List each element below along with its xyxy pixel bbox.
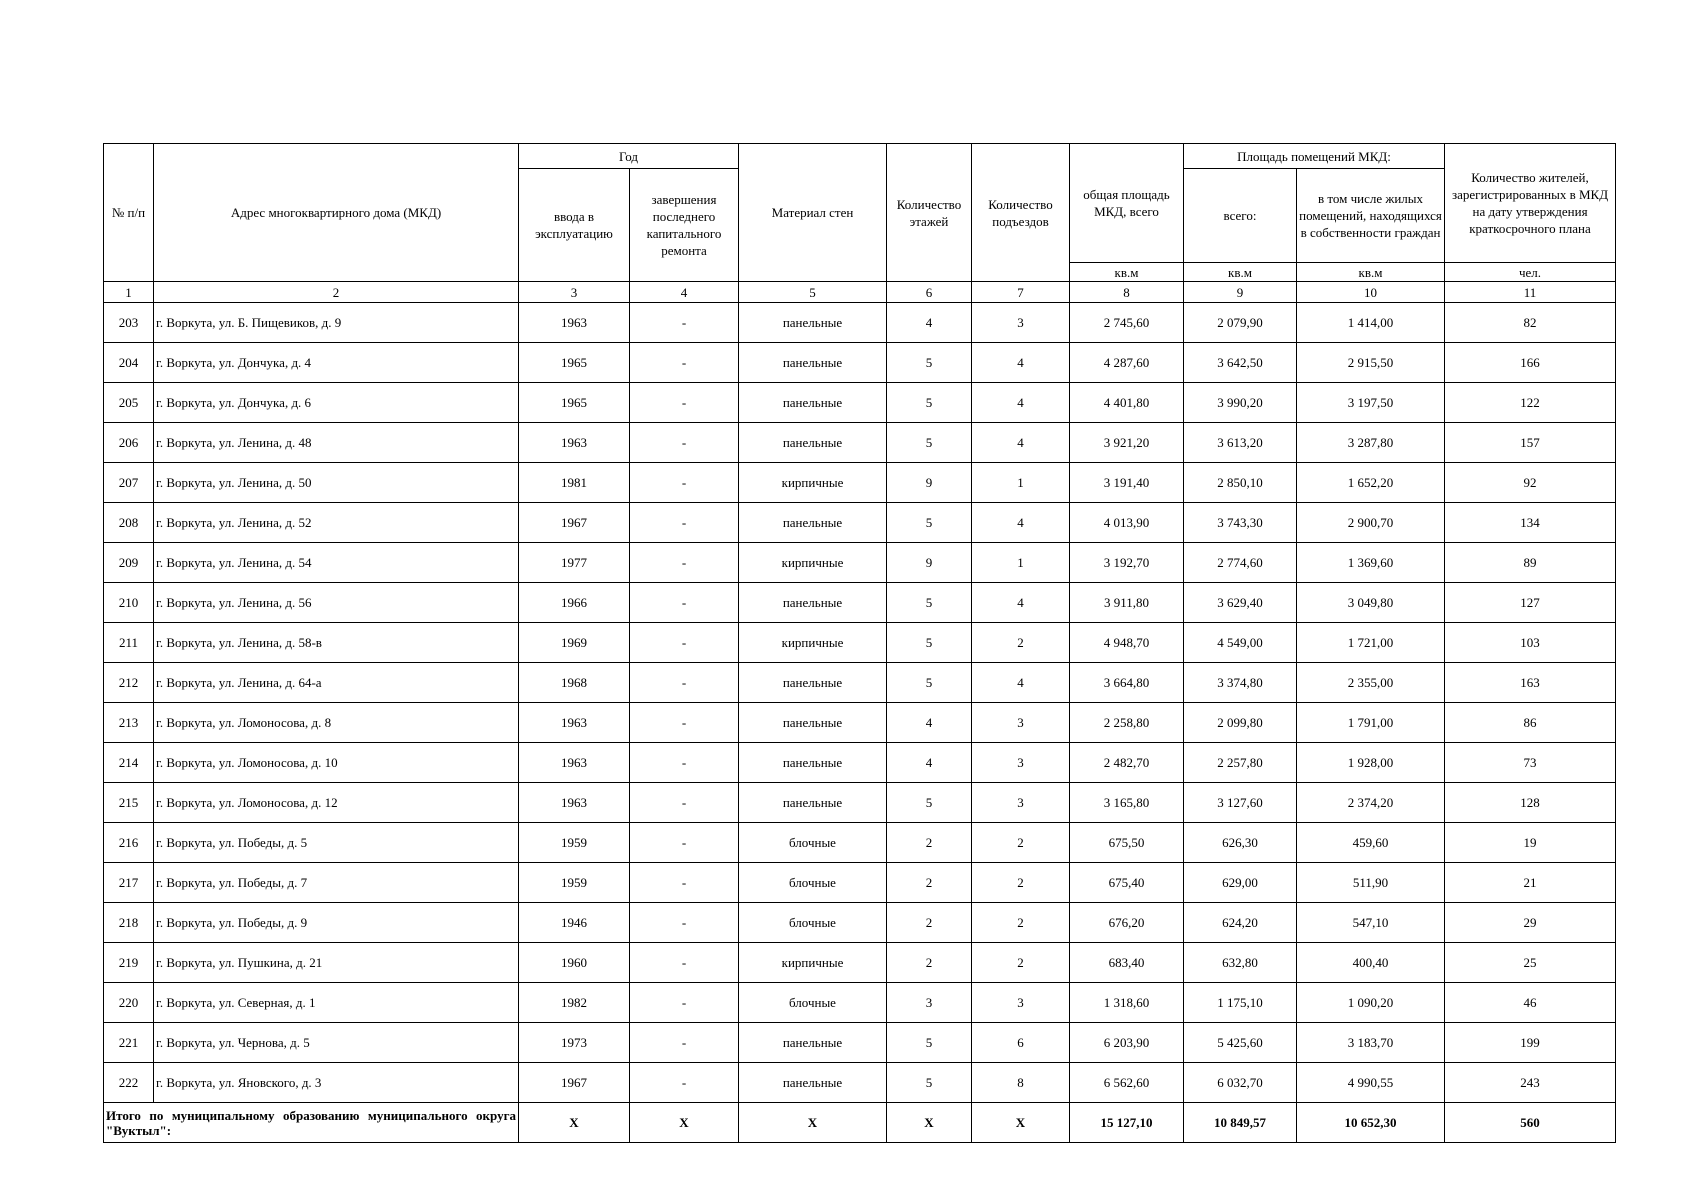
row-wall-material: блочные bbox=[739, 983, 887, 1023]
row-area-total: 3 191,40 bbox=[1070, 463, 1184, 503]
row-number: 214 bbox=[104, 743, 154, 783]
row-area-all: 6 032,70 bbox=[1184, 1063, 1297, 1103]
row-number: 210 bbox=[104, 583, 154, 623]
row-area-total: 2 745,60 bbox=[1070, 303, 1184, 343]
row-repair-year: - bbox=[630, 503, 739, 543]
table-row bbox=[104, 943, 1616, 983]
table-row bbox=[104, 423, 1616, 463]
row-entrances: 1 bbox=[972, 463, 1070, 503]
row-address: г. Воркута, ул. Победы, д. 7 bbox=[154, 863, 519, 903]
row-address: г. Воркута, ул. Победы, д. 9 bbox=[154, 903, 519, 943]
row-year: 1963 bbox=[519, 423, 630, 463]
unit-area-living: кв.м bbox=[1297, 263, 1445, 282]
row-area-all: 2 099,80 bbox=[1184, 703, 1297, 743]
total-floors: X bbox=[887, 1103, 972, 1143]
row-residents: 243 bbox=[1445, 1063, 1616, 1103]
row-year: 1966 bbox=[519, 583, 630, 623]
row-residents: 199 bbox=[1445, 1023, 1616, 1063]
row-area-total: 683,40 bbox=[1070, 943, 1184, 983]
table-row bbox=[104, 823, 1616, 863]
row-address: г. Воркута, ул. Дончука, д. 4 bbox=[154, 343, 519, 383]
row-area-all: 3 642,50 bbox=[1184, 343, 1297, 383]
row-floors: 5 bbox=[887, 1063, 972, 1103]
table-row bbox=[104, 463, 1616, 503]
row-address: г. Воркута, ул. Ленина, д. 58-в bbox=[154, 623, 519, 663]
row-year: 1960 bbox=[519, 943, 630, 983]
row-entrances: 2 bbox=[972, 943, 1070, 983]
row-year: 1981 bbox=[519, 463, 630, 503]
column-number: 7 bbox=[972, 282, 1070, 303]
total-year: X bbox=[519, 1103, 630, 1143]
row-area-living: 1 090,20 bbox=[1297, 983, 1445, 1023]
total-row bbox=[104, 1103, 1616, 1143]
table-row bbox=[104, 903, 1616, 943]
header-floors: Количество этажей bbox=[887, 144, 972, 282]
row-repair-year: - bbox=[630, 543, 739, 583]
row-area-living: 1 791,00 bbox=[1297, 703, 1445, 743]
total-label: Итого по муниципальному образованию муниципального округа "Вуктыл": bbox=[104, 1103, 519, 1143]
header-wall: Материал стен bbox=[739, 144, 887, 282]
row-entrances: 2 bbox=[972, 823, 1070, 863]
row-area-all: 3 629,40 bbox=[1184, 583, 1297, 623]
total-area-living: 10 652,30 bbox=[1297, 1103, 1445, 1143]
row-residents: 19 bbox=[1445, 823, 1616, 863]
row-residents: 166 bbox=[1445, 343, 1616, 383]
row-repair-year: - bbox=[630, 423, 739, 463]
row-number: 205 bbox=[104, 383, 154, 423]
row-address: г. Воркута, ул. Чернова, д. 5 bbox=[154, 1023, 519, 1063]
row-entrances: 3 bbox=[972, 983, 1070, 1023]
row-year: 1963 bbox=[519, 743, 630, 783]
row-address: г. Воркута, ул. Ломоносова, д. 8 bbox=[154, 703, 519, 743]
row-address: г. Воркута, ул. Дончука, д. 6 bbox=[154, 383, 519, 423]
row-floors: 4 bbox=[887, 743, 972, 783]
header-year-repair: завершения последнего капитального ремонта bbox=[630, 169, 739, 282]
row-repair-year: - bbox=[630, 663, 739, 703]
table-row bbox=[104, 383, 1616, 423]
row-address: г. Воркута, ул. Ломоносова, д. 10 bbox=[154, 743, 519, 783]
row-area-all: 3 127,60 bbox=[1184, 783, 1297, 823]
row-wall-material: панельные bbox=[739, 663, 887, 703]
column-number: 9 bbox=[1184, 282, 1297, 303]
column-number: 6 bbox=[887, 282, 972, 303]
row-area-all: 3 743,30 bbox=[1184, 503, 1297, 543]
row-area-all: 3 374,80 bbox=[1184, 663, 1297, 703]
row-area-living: 3 287,80 bbox=[1297, 423, 1445, 463]
row-area-all: 3 613,20 bbox=[1184, 423, 1297, 463]
header-area-group: Площадь помещений МКД: bbox=[1184, 144, 1445, 169]
row-wall-material: кирпичные bbox=[739, 623, 887, 663]
row-number: 211 bbox=[104, 623, 154, 663]
header-year-commission: ввода в эксплуатацию bbox=[519, 169, 630, 282]
row-repair-year: - bbox=[630, 823, 739, 863]
table-row bbox=[104, 1023, 1616, 1063]
row-entrances: 4 bbox=[972, 503, 1070, 543]
unit-area-total: кв.м bbox=[1070, 263, 1184, 282]
row-number: 212 bbox=[104, 663, 154, 703]
row-area-total: 3 165,80 bbox=[1070, 783, 1184, 823]
row-area-living: 3 197,50 bbox=[1297, 383, 1445, 423]
row-wall-material: блочные bbox=[739, 903, 887, 943]
row-entrances: 3 bbox=[972, 783, 1070, 823]
row-year: 1965 bbox=[519, 343, 630, 383]
row-area-living: 1 369,60 bbox=[1297, 543, 1445, 583]
row-area-all: 2 850,10 bbox=[1184, 463, 1297, 503]
row-residents: 163 bbox=[1445, 663, 1616, 703]
row-area-living: 400,40 bbox=[1297, 943, 1445, 983]
row-address: г. Воркута, ул. Ленина, д. 56 bbox=[154, 583, 519, 623]
row-residents: 25 bbox=[1445, 943, 1616, 983]
table-row bbox=[104, 1063, 1616, 1103]
row-residents: 134 bbox=[1445, 503, 1616, 543]
row-wall-material: панельные bbox=[739, 383, 887, 423]
row-wall-material: панельные bbox=[739, 743, 887, 783]
housing-table bbox=[103, 143, 1616, 1143]
row-area-total: 676,20 bbox=[1070, 903, 1184, 943]
unit-area-all: кв.м bbox=[1184, 263, 1297, 282]
row-floors: 2 bbox=[887, 863, 972, 903]
row-area-total: 675,50 bbox=[1070, 823, 1184, 863]
table-row bbox=[104, 783, 1616, 823]
row-area-living: 1 721,00 bbox=[1297, 623, 1445, 663]
row-area-total: 3 911,80 bbox=[1070, 583, 1184, 623]
header-entrances: Количество подъездов bbox=[972, 144, 1070, 282]
table-row bbox=[104, 543, 1616, 583]
row-area-total: 1 318,60 bbox=[1070, 983, 1184, 1023]
row-number: 206 bbox=[104, 423, 154, 463]
row-year: 1965 bbox=[519, 383, 630, 423]
row-wall-material: панельные bbox=[739, 303, 887, 343]
row-area-all: 1 175,10 bbox=[1184, 983, 1297, 1023]
row-address: г. Воркута, ул. Ленина, д. 52 bbox=[154, 503, 519, 543]
row-address: г. Воркута, ул. Победы, д. 5 bbox=[154, 823, 519, 863]
row-entrances: 4 bbox=[972, 423, 1070, 463]
row-area-total: 6 203,90 bbox=[1070, 1023, 1184, 1063]
row-residents: 82 bbox=[1445, 303, 1616, 343]
row-area-living: 3 049,80 bbox=[1297, 583, 1445, 623]
row-area-total: 4 013,90 bbox=[1070, 503, 1184, 543]
row-area-living: 4 990,55 bbox=[1297, 1063, 1445, 1103]
row-year: 1967 bbox=[519, 503, 630, 543]
header-num: № п/п bbox=[104, 144, 154, 282]
table-row bbox=[104, 343, 1616, 383]
row-year: 1959 bbox=[519, 823, 630, 863]
row-number: 213 bbox=[104, 703, 154, 743]
row-repair-year: - bbox=[630, 343, 739, 383]
total-residents: 560 bbox=[1445, 1103, 1616, 1143]
row-wall-material: панельные bbox=[739, 1023, 887, 1063]
row-entrances: 8 bbox=[972, 1063, 1070, 1103]
row-floors: 5 bbox=[887, 503, 972, 543]
row-area-living: 2 915,50 bbox=[1297, 343, 1445, 383]
row-area-total: 2 482,70 bbox=[1070, 743, 1184, 783]
row-residents: 89 bbox=[1445, 543, 1616, 583]
row-number: 218 bbox=[104, 903, 154, 943]
row-entrances: 4 bbox=[972, 343, 1070, 383]
row-address: г. Воркута, ул. Ленина, д. 64-а bbox=[154, 663, 519, 703]
row-residents: 122 bbox=[1445, 383, 1616, 423]
row-floors: 3 bbox=[887, 983, 972, 1023]
row-area-living: 1 414,00 bbox=[1297, 303, 1445, 343]
row-wall-material: кирпичные bbox=[739, 543, 887, 583]
row-floors: 5 bbox=[887, 383, 972, 423]
row-repair-year: - bbox=[630, 383, 739, 423]
row-area-living: 2 355,00 bbox=[1297, 663, 1445, 703]
row-repair-year: - bbox=[630, 1063, 739, 1103]
row-year: 1963 bbox=[519, 783, 630, 823]
row-residents: 21 bbox=[1445, 863, 1616, 903]
row-area-all: 629,00 bbox=[1184, 863, 1297, 903]
row-area-total: 3 192,70 bbox=[1070, 543, 1184, 583]
row-area-all: 3 990,20 bbox=[1184, 383, 1297, 423]
header-residents: Количество жителей, зарегистрированных в МКД на дату утверждения краткосрочного плана bbox=[1445, 144, 1616, 263]
row-repair-year: - bbox=[630, 583, 739, 623]
row-address: г. Воркута, ул. Яновского, д. 3 bbox=[154, 1063, 519, 1103]
table-row bbox=[104, 703, 1616, 743]
row-area-all: 626,30 bbox=[1184, 823, 1297, 863]
row-residents: 86 bbox=[1445, 703, 1616, 743]
row-wall-material: блочные bbox=[739, 863, 887, 903]
row-number: 203 bbox=[104, 303, 154, 343]
row-entrances: 4 bbox=[972, 663, 1070, 703]
row-year: 1968 bbox=[519, 663, 630, 703]
row-address: г. Воркута, ул. Пушкина, д. 21 bbox=[154, 943, 519, 983]
header-year-group: Год bbox=[519, 144, 739, 169]
row-wall-material: панельные bbox=[739, 703, 887, 743]
row-floors: 5 bbox=[887, 623, 972, 663]
column-number: 5 bbox=[739, 282, 887, 303]
column-number: 2 bbox=[154, 282, 519, 303]
row-number: 219 bbox=[104, 943, 154, 983]
row-repair-year: - bbox=[630, 903, 739, 943]
table-row bbox=[104, 663, 1616, 703]
row-number: 204 bbox=[104, 343, 154, 383]
row-year: 1982 bbox=[519, 983, 630, 1023]
row-number: 220 bbox=[104, 983, 154, 1023]
row-floors: 5 bbox=[887, 663, 972, 703]
table-row bbox=[104, 863, 1616, 903]
row-entrances: 4 bbox=[972, 583, 1070, 623]
row-year: 1963 bbox=[519, 703, 630, 743]
row-address: г. Воркута, ул. Ленина, д. 48 bbox=[154, 423, 519, 463]
column-number: 11 bbox=[1445, 282, 1616, 303]
header-area-living: в том числе жилых помещений, находящихся в собственности граждан bbox=[1297, 169, 1445, 263]
total-area-total: 15 127,10 bbox=[1070, 1103, 1184, 1143]
row-area-living: 459,60 bbox=[1297, 823, 1445, 863]
row-floors: 2 bbox=[887, 823, 972, 863]
row-area-living: 1 652,20 bbox=[1297, 463, 1445, 503]
row-floors: 9 bbox=[887, 463, 972, 503]
column-numbers-row bbox=[104, 282, 1616, 303]
row-address: г. Воркута, ул. Ленина, д. 50 bbox=[154, 463, 519, 503]
total-repair: X bbox=[630, 1103, 739, 1143]
row-entrances: 6 bbox=[972, 1023, 1070, 1063]
column-number: 10 bbox=[1297, 282, 1445, 303]
row-residents: 103 bbox=[1445, 623, 1616, 663]
row-entrances: 2 bbox=[972, 863, 1070, 903]
row-year: 1959 bbox=[519, 863, 630, 903]
row-area-living: 511,90 bbox=[1297, 863, 1445, 903]
row-floors: 5 bbox=[887, 783, 972, 823]
row-number: 207 bbox=[104, 463, 154, 503]
row-number: 222 bbox=[104, 1063, 154, 1103]
row-area-total: 4 401,80 bbox=[1070, 383, 1184, 423]
header-area-all: всего: bbox=[1184, 169, 1297, 263]
row-repair-year: - bbox=[630, 1023, 739, 1063]
row-entrances: 2 bbox=[972, 903, 1070, 943]
row-entrances: 3 bbox=[972, 303, 1070, 343]
column-number: 3 bbox=[519, 282, 630, 303]
table-row bbox=[104, 983, 1616, 1023]
row-wall-material: блочные bbox=[739, 823, 887, 863]
row-wall-material: кирпичные bbox=[739, 463, 887, 503]
row-area-all: 4 549,00 bbox=[1184, 623, 1297, 663]
row-entrances: 3 bbox=[972, 703, 1070, 743]
row-year: 1946 bbox=[519, 903, 630, 943]
column-number: 8 bbox=[1070, 282, 1184, 303]
row-area-living: 2 900,70 bbox=[1297, 503, 1445, 543]
row-entrances: 2 bbox=[972, 623, 1070, 663]
row-residents: 127 bbox=[1445, 583, 1616, 623]
row-year: 1977 bbox=[519, 543, 630, 583]
row-area-all: 624,20 bbox=[1184, 903, 1297, 943]
row-residents: 128 bbox=[1445, 783, 1616, 823]
table-row bbox=[104, 743, 1616, 783]
row-repair-year: - bbox=[630, 943, 739, 983]
row-repair-year: - bbox=[630, 743, 739, 783]
row-number: 221 bbox=[104, 1023, 154, 1063]
row-repair-year: - bbox=[630, 303, 739, 343]
row-residents: 92 bbox=[1445, 463, 1616, 503]
row-year: 1963 bbox=[519, 303, 630, 343]
header-row-1 bbox=[104, 144, 1616, 169]
row-area-total: 4 948,70 bbox=[1070, 623, 1184, 663]
row-area-all: 2 079,90 bbox=[1184, 303, 1297, 343]
row-area-all: 5 425,60 bbox=[1184, 1023, 1297, 1063]
row-area-all: 2 774,60 bbox=[1184, 543, 1297, 583]
row-area-all: 632,80 bbox=[1184, 943, 1297, 983]
row-wall-material: панельные bbox=[739, 423, 887, 463]
row-floors: 2 bbox=[887, 943, 972, 983]
row-floors: 4 bbox=[887, 303, 972, 343]
row-repair-year: - bbox=[630, 983, 739, 1023]
total-entrances: X bbox=[972, 1103, 1070, 1143]
row-repair-year: - bbox=[630, 783, 739, 823]
column-number: 1 bbox=[104, 282, 154, 303]
row-wall-material: панельные bbox=[739, 1063, 887, 1103]
row-repair-year: - bbox=[630, 703, 739, 743]
table-row bbox=[104, 583, 1616, 623]
row-entrances: 3 bbox=[972, 743, 1070, 783]
row-address: г. Воркута, ул. Северная, д. 1 bbox=[154, 983, 519, 1023]
row-floors: 5 bbox=[887, 343, 972, 383]
row-area-total: 4 287,60 bbox=[1070, 343, 1184, 383]
row-entrances: 4 bbox=[972, 383, 1070, 423]
column-number: 4 bbox=[630, 282, 739, 303]
row-area-total: 2 258,80 bbox=[1070, 703, 1184, 743]
row-area-all: 2 257,80 bbox=[1184, 743, 1297, 783]
row-number: 216 bbox=[104, 823, 154, 863]
row-floors: 2 bbox=[887, 903, 972, 943]
table-row bbox=[104, 623, 1616, 663]
row-floors: 9 bbox=[887, 543, 972, 583]
row-year: 1969 bbox=[519, 623, 630, 663]
row-wall-material: панельные bbox=[739, 583, 887, 623]
row-wall-material: панельные bbox=[739, 343, 887, 383]
unit-residents: чел. bbox=[1445, 263, 1616, 282]
row-entrances: 1 bbox=[972, 543, 1070, 583]
row-repair-year: - bbox=[630, 463, 739, 503]
row-area-total: 6 562,60 bbox=[1070, 1063, 1184, 1103]
row-wall-material: панельные bbox=[739, 503, 887, 543]
row-residents: 29 bbox=[1445, 903, 1616, 943]
row-residents: 157 bbox=[1445, 423, 1616, 463]
row-area-living: 1 928,00 bbox=[1297, 743, 1445, 783]
row-area-living: 547,10 bbox=[1297, 903, 1445, 943]
row-area-total: 675,40 bbox=[1070, 863, 1184, 903]
row-address: г. Воркута, ул. Ломоносова, д. 12 bbox=[154, 783, 519, 823]
table-row bbox=[104, 503, 1616, 543]
row-number: 215 bbox=[104, 783, 154, 823]
row-repair-year: - bbox=[630, 863, 739, 903]
row-year: 1967 bbox=[519, 1063, 630, 1103]
row-residents: 73 bbox=[1445, 743, 1616, 783]
row-area-living: 3 183,70 bbox=[1297, 1023, 1445, 1063]
row-floors: 5 bbox=[887, 423, 972, 463]
row-wall-material: кирпичные bbox=[739, 943, 887, 983]
row-address: г. Воркута, ул. Б. Пищевиков, д. 9 bbox=[154, 303, 519, 343]
row-wall-material: панельные bbox=[739, 783, 887, 823]
total-area-all: 10 849,57 bbox=[1184, 1103, 1297, 1143]
row-number: 208 bbox=[104, 503, 154, 543]
row-address: г. Воркута, ул. Ленина, д. 54 bbox=[154, 543, 519, 583]
row-area-total: 3 921,20 bbox=[1070, 423, 1184, 463]
row-floors: 5 bbox=[887, 1023, 972, 1063]
row-floors: 4 bbox=[887, 703, 972, 743]
header-area-total: общая площадь МКД, всего bbox=[1070, 144, 1184, 263]
total-wall: X bbox=[739, 1103, 887, 1143]
row-area-living: 2 374,20 bbox=[1297, 783, 1445, 823]
row-year: 1973 bbox=[519, 1023, 630, 1063]
row-number: 209 bbox=[104, 543, 154, 583]
header-address: Адрес многоквартирного дома (МКД) bbox=[154, 144, 519, 282]
table-row bbox=[104, 303, 1616, 343]
row-repair-year: - bbox=[630, 623, 739, 663]
row-residents: 46 bbox=[1445, 983, 1616, 1023]
row-number: 217 bbox=[104, 863, 154, 903]
row-area-total: 3 664,80 bbox=[1070, 663, 1184, 703]
row-floors: 5 bbox=[887, 583, 972, 623]
